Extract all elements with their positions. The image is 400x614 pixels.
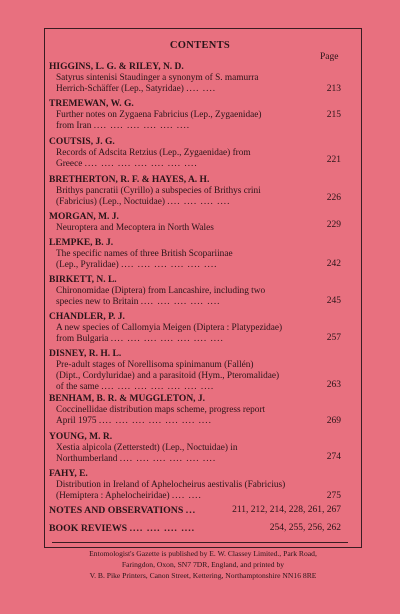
leader-dots: .... .... .... .... .... .... — [121, 260, 218, 270]
footer-line: Entomologist's Gazette is published by E. W. Classey Limited., Park Road, — [89, 549, 317, 558]
book-reviews-label: BOOK REVIEWS — [49, 523, 128, 534]
entry-title-line: A new species of Callomyia Meigen (Diptera : Platypezidae) — [56, 323, 283, 333]
contents-entry — [49, 62, 349, 95]
entry-author: BRETHERTON, R. F. & HAYES, A. H. — [49, 175, 210, 185]
leader-dots: .... .... .... .... — [129, 523, 196, 534]
leader-dots: .... .... .... .... .... — [140, 297, 221, 307]
entry-page-number: 269 — [326, 416, 341, 426]
entry-author: DISNEY, R. H. L. — [49, 349, 122, 359]
contents-entry — [49, 238, 349, 271]
notes-label: NOTES AND OBSERVATIONS — [49, 505, 184, 516]
contents-entry — [49, 212, 349, 234]
entry-title-line: The specific names of three British Scopariinae — [56, 249, 233, 259]
entry-author: TREMEWAN, W. G. — [49, 99, 134, 109]
entry-author: COUTSIS, J. G. — [49, 137, 115, 147]
contents-entry — [49, 99, 349, 132]
contents-entry — [49, 175, 349, 208]
entry-page-number: 257 — [326, 333, 341, 343]
entry-page-number: 215 — [326, 110, 341, 120]
book-reviews-pages: 254, 255, 256, 262 — [269, 523, 341, 533]
entry-title-line: from Iran .... .... .... .... .... .... — [56, 121, 191, 131]
entry-page-number: 221 — [326, 155, 341, 165]
contents-entry — [49, 312, 349, 345]
footer-line: Faringdon, Oxon, SN7 7DR, England, and printed by — [121, 560, 285, 569]
entry-title-line: (Lep., Pyralidae) .... .... .... .... .... .... — [56, 260, 218, 270]
entry-author: YOUNG, M. R. — [49, 432, 113, 442]
entry-author: FAHY, E. — [49, 469, 88, 479]
entry-page-number: 242 — [326, 259, 341, 269]
entry-title-line: Distribution in Ireland of Aphelocheirus aestivalis (Fabricius) — [56, 480, 286, 490]
entry-title-line: species new to Britain .... .... .... .... .... — [56, 297, 221, 307]
entry-title-line: of the same .... .... .... .... .... .... .... — [56, 382, 215, 392]
notes-pages: 211, 212, 214, 228, 261, 267 — [232, 505, 341, 515]
leader-dots: .... .... — [186, 84, 217, 94]
leader-dots: .... .... .... .... .... .... .... — [98, 416, 212, 426]
leader-dots: .... .... .... .... — [167, 197, 231, 207]
contents-title: CONTENTS — [169, 40, 231, 51]
entry-author: CHANDLER, P. J. — [49, 312, 125, 322]
entry-title-line: Pre-adult stages of Norellisoma spinimanum (Fallén) — [56, 360, 254, 370]
entry-author: BENHAM, B. R. & MUGGLETON, J. — [49, 394, 206, 404]
entry-title-line: Coccinellidae distribution maps scheme, progress report — [56, 405, 266, 415]
entry-author: HIGGINS, L. G. & RILEY, N. D. — [49, 62, 184, 72]
contents-entry — [49, 394, 349, 427]
contents-entry — [49, 137, 349, 170]
page-column-heading: Page — [320, 52, 339, 62]
notes-and-observations-row — [49, 505, 349, 516]
entry-title-line: April 1975 .... .... .... .... .... .... .... — [56, 416, 212, 426]
footer-line: V. B. Pike Printers, Canon Street, Kettering, Northamptonshire NN16 8RE — [89, 571, 317, 580]
entry-page-number: 226 — [326, 193, 341, 203]
contents-entry — [49, 469, 349, 502]
entry-title-line: Neuroptera and Mecoptera in North Wales — [56, 223, 214, 233]
contents-entry — [49, 432, 349, 465]
leader-dots: .... .... .... .... .... .... .... — [84, 159, 198, 169]
leader-dots: .... .... .... .... .... .... — [119, 454, 217, 464]
entry-title-line: Herrich-Schäffer (Lep., Satyridae) .... .... — [56, 84, 217, 94]
entry-author: BIRKETT, N. L. — [49, 275, 117, 285]
leader-dots: .... .... .... .... .... .... — [93, 121, 191, 131]
entry-title-line: Greece .... .... .... .... .... .... .... — [56, 159, 198, 169]
entry-page-number: 213 — [326, 84, 341, 94]
contents-entry — [49, 275, 349, 308]
entry-title-line: Chironomidae (Diptera) from Lancashire, including two — [56, 286, 266, 296]
leader-dots: .... .... .... .... .... .... .... — [110, 334, 224, 344]
entry-page-number: 275 — [326, 491, 341, 501]
footer-rule — [52, 542, 348, 543]
entry-author: MORGAN, M. J. — [49, 212, 119, 222]
entry-title-line: Further notes on Zygaena Fabricius (Lep., Zygaenidae) — [56, 110, 262, 120]
entry-author: LEMPKE, B. J. — [49, 238, 114, 248]
entry-page-number: 274 — [326, 452, 341, 462]
entry-title-line: (Fabricius) (Lep., Noctuidae) .... .... .... .... — [56, 197, 231, 207]
publisher-footer — [44, 548, 362, 581]
contents-entry — [49, 349, 349, 393]
leader-dots: .... .... — [171, 491, 202, 501]
entry-title-line: (Hemiptera : Aphelocheiridae) .... .... — [56, 491, 202, 501]
entry-title-line: (Dipt., Cordyluridae) and a parasitoid (Hym., Pteromalidae) — [56, 371, 280, 381]
book-reviews-row — [49, 523, 349, 534]
entry-page-number: 229 — [326, 220, 341, 230]
entry-title-line: Northumberland .... .... .... .... .... .... — [56, 454, 217, 464]
entry-title-line: Satyrus sintenisi Staudinger a synonym of S. mamurra — [56, 73, 259, 83]
entry-title-line: Brithys pancratii (Cyrillo) a subspecies of Brithys crini — [56, 186, 261, 196]
leader-dots: ... — [185, 505, 197, 516]
entry-title-line: Records of Adscita Retzius (Lep., Zygaenidae) from — [56, 148, 251, 158]
entry-page-number: 245 — [326, 296, 341, 306]
entry-title-line: Xestia alpicola (Zetterstedt) (Lep., Noctuidae) in — [56, 443, 238, 453]
entry-page-number: 263 — [326, 380, 341, 390]
entry-title-line: from Bulgaria .... .... .... .... .... .... .... — [56, 334, 224, 344]
leader-dots: .... .... .... .... .... .... .... — [101, 382, 215, 392]
